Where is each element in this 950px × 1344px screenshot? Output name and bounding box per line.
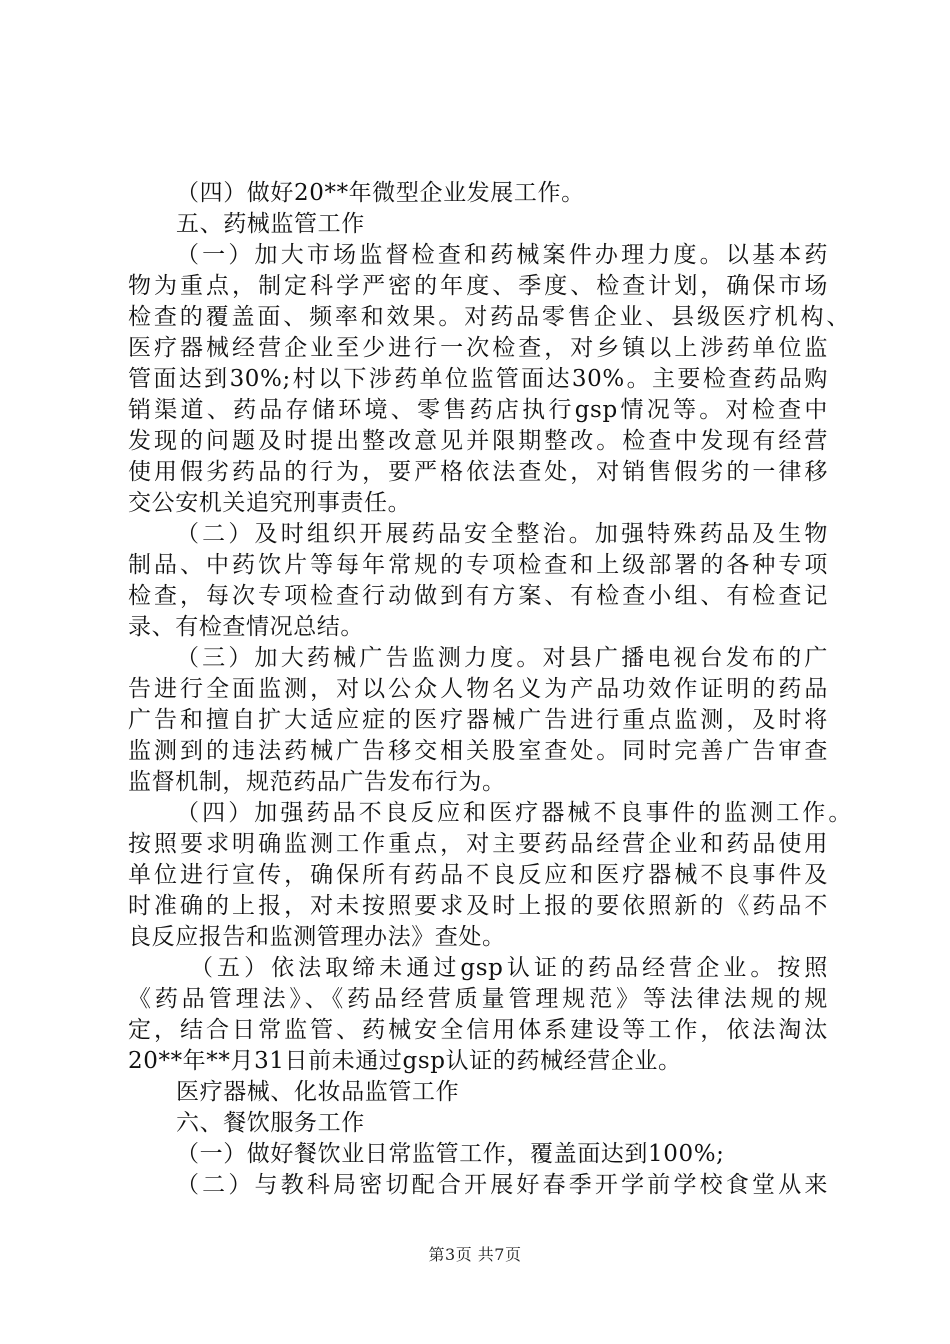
text-line: （二）及时组织开展药品安全整治。加强特殊药品及生物 — [176, 521, 828, 547]
text-line: （四）做好20**年微型企业发展工作。 — [176, 180, 585, 206]
text-line: （四）加强药品不良反应和医疗器械不良事件的监测工作。 — [176, 800, 852, 826]
text-line: 监测到的违法药械广告移交相关股室查处。同时完善广告审查 — [128, 738, 828, 764]
text-line: （二）与教科局密切配合开展好春季开学前学校食堂从来 — [176, 1172, 828, 1198]
text-line: 交公安机关追究刑事责任。 — [128, 490, 412, 516]
text-line: 告进行全面监测，对以公众人物名义为产品功效作证明的药品 — [128, 676, 828, 702]
text-line: 检查的覆盖面、频率和效果。对药品零售企业、县级医疗机构、 — [128, 304, 850, 330]
text-line: 20**年**月31日前未通过gsp认证的药械经营企业。 — [128, 1048, 682, 1074]
section-heading: 六、餐饮服务工作 — [176, 1110, 365, 1136]
text-line: 使用假劣药品的行为，要严格依法查处，对销售假劣的一律移 — [128, 459, 828, 485]
text-line: 按照要求明确监测工作重点，对主要药品经营企业和药品使用 — [128, 831, 828, 857]
text-line: 管面达到30%;村以下涉药单位监管面达30%。主要检查药品购 — [128, 366, 828, 392]
text-line: 销渠道、药品存储环境、零售药店执行gsp情况等。对检查中 — [128, 397, 828, 423]
section-heading: 医疗器械、化妆品监管工作 — [176, 1079, 460, 1105]
section-heading: 五、药械监管工作 — [176, 211, 365, 237]
text-line: （一）加大市场监督检查和药械案件办理力度。以基本药 — [176, 242, 828, 268]
text-line: 单位进行宣传，确保所有药品不良反应和医疗器械不良事件及 — [128, 862, 828, 888]
page-number: 第3页 共7页 — [428, 1245, 522, 1264]
text-line: 录、有检查情况总结。 — [128, 614, 364, 640]
text-line: （三）加大药械广告监测力度。对县广播电视台发布的广 — [176, 645, 828, 671]
text-line: 广告和擅自扩大适应症的医疗器械广告进行重点监测，及时将 — [128, 707, 828, 733]
text-line: 医疗器械经营企业至少进行一次检查，对乡镇以上涉药单位监 — [128, 335, 828, 361]
text-line: （五）依法取缔未通过gsp认证的药品经营企业。按照 — [190, 955, 828, 981]
text-line: （一）做好餐饮业日常监管工作，覆盖面达到100%; — [176, 1141, 725, 1167]
text-line: 发现的问题及时提出整改意见并限期整改。检查中发现有经营 — [128, 428, 828, 454]
text-line: 检查，每次专项检查行动做到有方案、有检查小组、有检查记 — [128, 583, 828, 609]
text-line: 制品、中药饮片等每年常规的专项检查和上级部署的各种专项 — [128, 552, 828, 578]
text-line: 《药品管理法》、《药品经营质量管理规范》等法律法规的规 — [128, 986, 828, 1012]
text-line: 时准确的上报，对未按照要求及时上报的要依照新的《药品不 — [128, 893, 828, 919]
text-line: 定，结合日常监管、药械安全信用体系建设等工作，依法淘汰 — [128, 1017, 828, 1043]
text-line: 物为重点，制定科学严密的年度、季度、检查计划，确保市场 — [128, 273, 828, 299]
text-line: 监督机制，规范药品广告发布行为。 — [128, 769, 506, 795]
text-line: 良反应报告和监测管理办法》查处。 — [128, 924, 506, 950]
